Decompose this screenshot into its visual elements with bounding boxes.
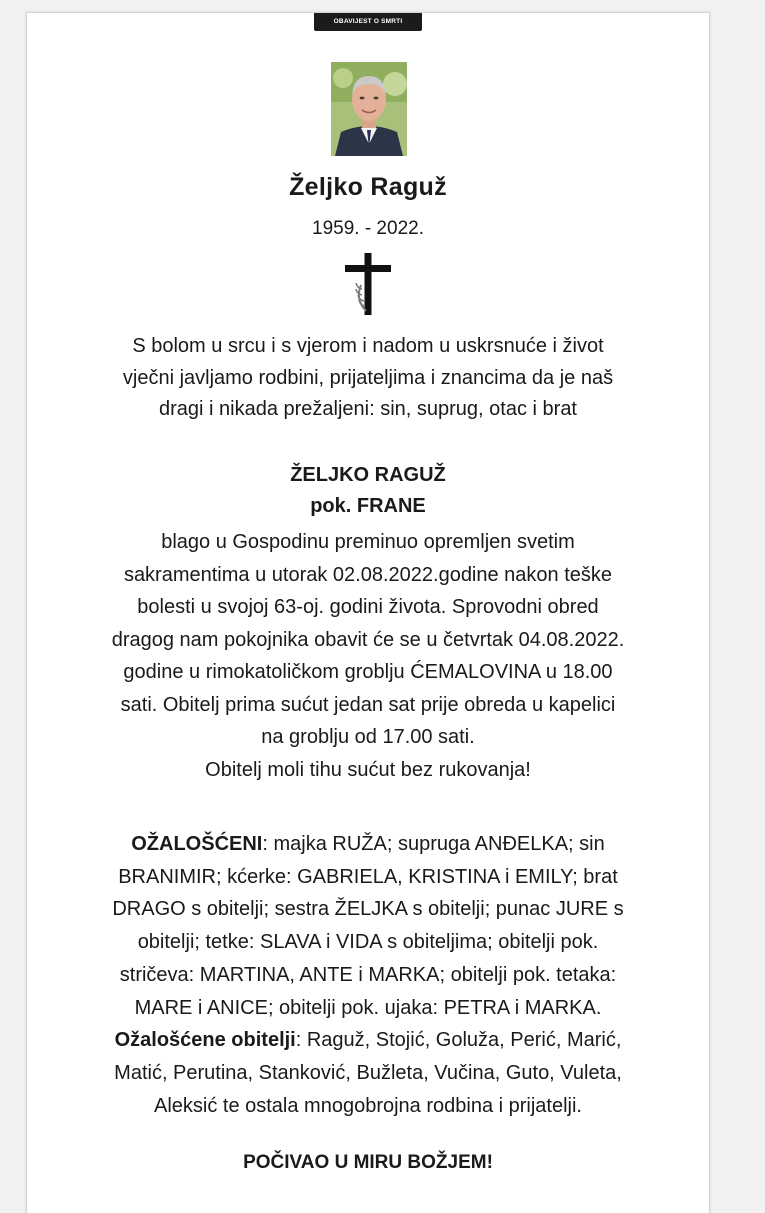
portrait-illustration <box>331 62 407 156</box>
mourners-list <box>57 828 679 1122</box>
notice-badge: OBAVIJEST O SMRTI <box>314 13 422 31</box>
mourners-line: obitelji; tetke: SLAVA i VIDA s obiteljima; obitelji pok. <box>137 931 599 954</box>
details-line: sati. Obitelj prima sućut jedan sat prije obreda u kapelici <box>120 693 616 716</box>
obituary-card <box>26 12 710 1213</box>
deceased-name: Željko Raguž <box>289 173 447 201</box>
deceased-name-caps: ŽELJKO RAGUŽ <box>290 464 446 486</box>
families-line: Aleksić te ostala mnogobrojna rodbina i prijatelji. <box>153 1094 582 1117</box>
mourners-line: MARE i ANICE; obitelji pok. ujaka: PETRA i MARKA. <box>134 996 602 1019</box>
intro-line: vječni javljamo rodbini, prijateljima i znancima da je naš <box>122 366 614 389</box>
families-text: : Raguž, Stojić, Goluža, Perić, Marić, <box>295 1029 622 1052</box>
intro-line: S bolom u srcu i s vjerom i nadom u uskrsnuće i život <box>132 335 604 357</box>
mourners-line: stričeva: MARTINA, ANTE i MARKA; obitelji pok. tetaka: <box>119 963 617 986</box>
details-line: sakramentima u utorak 02.08.2022.godine nakon teške <box>123 563 613 586</box>
mourners-line <box>57 828 679 861</box>
details-line: dragog nam pokojnika obavit će se u četvrtak 04.08.2022. <box>111 628 625 651</box>
details-line: blago u Gospodinu preminuo opremljen svetim <box>161 531 575 553</box>
details-line: bolesti u svojoj 63-oj. godini života. Sprovodni obred <box>137 596 599 618</box>
mourners-line: DRAGO s obitelji; sestra ŽELJKA s obitelji; punac JURE s <box>112 898 624 921</box>
mourners-text: : majka RUŽA; supruga ANĐELKA; sin <box>262 833 605 855</box>
intro-line: dragi i nikada prežaljeni: sin, suprug, otac i brat <box>158 398 577 420</box>
families-line <box>57 1024 679 1057</box>
details-line: na groblju od 17.00 sati. <box>261 726 475 748</box>
portrait-photo <box>331 62 407 156</box>
details-line: Obitelj moli tihu sućut bez rukovanja! <box>205 758 531 781</box>
mourners-label: OŽALOŠĆENI <box>131 833 263 855</box>
families-label: Ožalošćene obitelji <box>114 1029 296 1052</box>
cross-icon <box>345 253 391 315</box>
deceased-father: pok. FRANE <box>310 495 426 517</box>
details-line: godine u rimokatoličkom groblju ĆEMALOVINA u 18.00 <box>123 661 613 683</box>
intro-paragraph <box>57 331 679 426</box>
families-line: Matić, Perutina, Stanković, Bužleta, Vučina, Guto, Vuleta, <box>114 1061 622 1084</box>
deceased-block <box>27 460 709 522</box>
closing-blessing: POČIVAO U MIRU BOŽJEM! <box>243 1152 493 1173</box>
life-years: 1959. - 2022. <box>312 218 424 239</box>
funeral-details <box>57 526 679 786</box>
mourners-line: BRANIMIR; kćerke: GABRIELA, KRISTINA i EMILY; brat <box>118 865 618 888</box>
